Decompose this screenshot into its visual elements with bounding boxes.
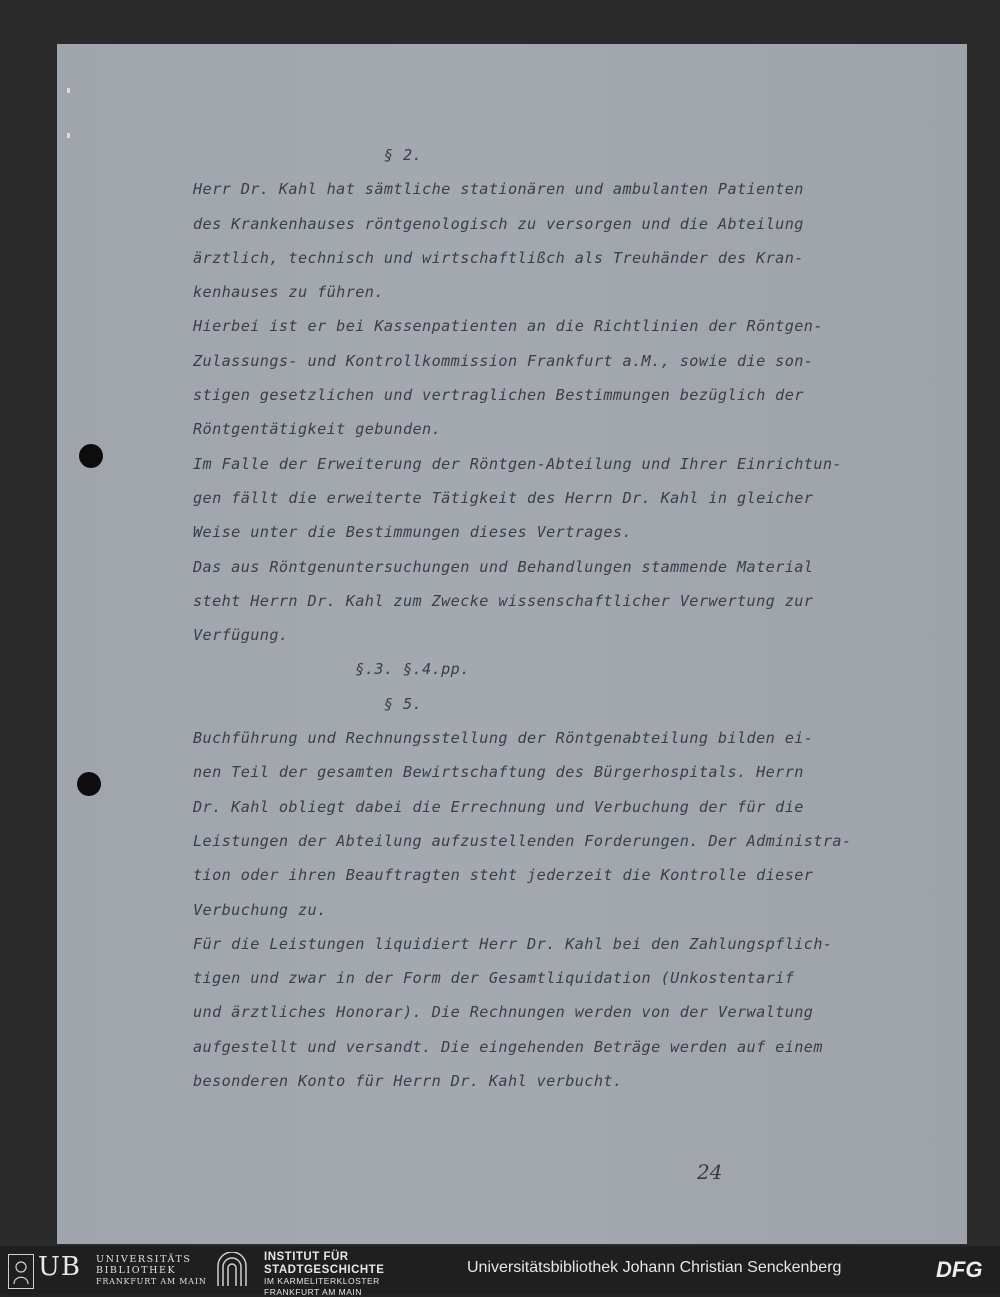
footer-bar [0,1246,1000,1295]
text-line: gen fällt die erweiterte Tätigkeit des Herrn Dr. Kahl in gleicher [193,481,953,515]
text-line: Dr. Kahl obliegt dabei die Errechnung und Verbuchung der für die [193,790,953,824]
ub-library-name [96,1254,207,1287]
text-line: Hierbei ist er bei Kassenpatienten an die Richtlinien der Röntgen- [193,309,953,343]
text-line: Verbuchung zu. [193,893,953,927]
ub-portrait-icon [8,1254,34,1289]
isg-institute-name [264,1251,384,1297]
footer-title: Universitätsbibliothek Johann Christian Senckenberg [467,1259,841,1277]
text-line: § 2. [193,138,953,172]
isg-line-3: IM KARMELITERKLOSTER [264,1276,384,1287]
edge-mark-bottom [67,133,70,138]
isg-line-2: STADTGESCHICHTE [264,1264,384,1277]
text-line: Im Falle der Erweiterung der Röntgen-Abteilung und Ihrer Einrichtun- [193,447,953,481]
text-line: Zulassungs- und Kontrollkommission Frankfurt a.M., sowie die son- [193,344,953,378]
text-line: und ärztliches Honorar). Die Rechnungen werden von der Verwaltung [193,995,953,1029]
typewritten-text [193,138,953,1098]
text-line: Das aus Röntgenuntersuchungen und Behandlungen stammende Material [193,550,953,584]
text-line: Weise unter die Bestimmungen dieses Vertrages. [193,515,953,549]
isg-line-1: INSTITUT FÜR [264,1251,384,1264]
dfg-logo: DFG [936,1257,982,1283]
isg-arch-icon [214,1252,250,1288]
text-line: § 5. [193,687,953,721]
text-line: tigen und zwar in der Form der Gesamtliquidation (Unkostentarif [193,961,953,995]
punch-hole-upper [79,444,103,468]
text-line: §.3. §.4.pp. [193,652,953,686]
text-line: Herr Dr. Kahl hat sämtliche stationären und ambulanten Patienten [193,172,953,206]
isg-line-4: FRANKFURT AM MAIN [264,1287,384,1297]
text-line: Buchführung und Rechnungsstellung der Röntgenabteilung bilden ei- [193,721,953,755]
text-line: Für die Leistungen liquidiert Herr Dr. Kahl bei den Zahlungspflich- [193,927,953,961]
text-line: ärztlich, technisch und wirtschaftlißch als Treuhänder des Kran- [193,241,953,275]
text-line: stigen gesetzlichen und vertraglichen Bestimmungen bezüglich der [193,378,953,412]
text-line: besonderen Konto für Herrn Dr. Kahl verbucht. [193,1064,953,1098]
ub-line-3: FRANKFURT AM MAIN [96,1276,207,1287]
text-line: steht Herrn Dr. Kahl zum Zwecke wissenschaftlicher Verwertung zur [193,584,953,618]
text-line: aufgestellt und versandt. Die eingehenden Beträge werden auf einem [193,1030,953,1064]
page-number: 24 [697,1160,722,1184]
text-line: des Krankenhauses röntgenologisch zu versorgen und die Abteilung [193,207,953,241]
text-line: Leistungen der Abteilung aufzustellenden Forderungen. Der Administra- [193,824,953,858]
edge-mark-top [67,88,70,93]
ub-line-1: UNIVERSITÄTS [96,1254,207,1265]
ub-line-2: BIBLIOTHEK [96,1265,207,1276]
ub-logo-text: UB [38,1252,81,1282]
text-line: Röntgentätigkeit gebunden. [193,412,953,446]
text-line: tion oder ihren Beauftragten steht jederzeit die Kontrolle dieser [193,858,953,892]
text-line: nen Teil der gesamten Bewirtschaftung des Bürgerhospitals. Herrn [193,755,953,789]
punch-hole-lower [77,772,101,796]
text-line: kenhauses zu führen. [193,275,953,309]
text-line: Verfügung. [193,618,953,652]
